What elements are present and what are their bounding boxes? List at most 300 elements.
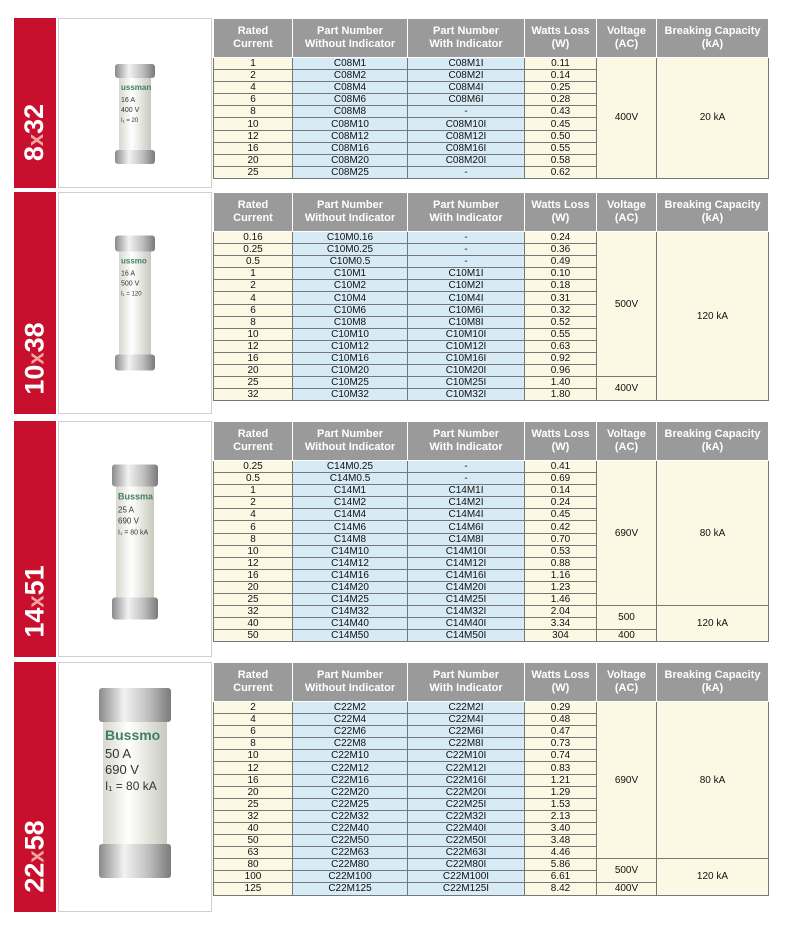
watts-loss-cell: 0.70	[525, 533, 597, 545]
header-line: With Indicator	[429, 441, 503, 453]
header-line: Watts Loss	[531, 25, 590, 37]
part-number-with-indicator-cell: C10M2I	[408, 280, 525, 292]
watts-loss-cell: 0.55	[525, 142, 597, 154]
header-line: Breaking Capacity	[664, 669, 761, 681]
part-number-with-indicator-cell: C22M125I	[408, 883, 525, 895]
voltage-cell: 400V	[597, 377, 657, 401]
part-number-with-indicator-cell: C10M25I	[408, 377, 525, 389]
part-number-with-indicator-header	[408, 19, 525, 58]
watts-loss-cell: 0.74	[525, 750, 597, 762]
header-line: Without Indicator	[304, 682, 396, 694]
voltage-header	[597, 422, 657, 461]
header-line: Rated	[237, 25, 269, 37]
watts-loss-cell: 0.41	[525, 461, 597, 473]
header-line: Without Indicator	[304, 212, 396, 224]
part-number-without-indicator-cell: C10M4	[293, 292, 408, 304]
part-number-with-indicator-cell: -	[408, 244, 525, 256]
watts-loss-cell: 0.29	[525, 702, 597, 714]
part-number-without-indicator-cell: C14M0.25	[293, 461, 408, 473]
rated-current-cell: 20	[214, 581, 293, 593]
watts-loss-cell: 1.46	[525, 594, 597, 606]
breaking-capacity-cell: 80 kA	[657, 702, 769, 859]
part-number-with-indicator-cell: C22M2I	[408, 702, 525, 714]
rated-current-cell: 0.16	[214, 232, 293, 244]
part-number-with-indicator-cell: C22M32I	[408, 810, 525, 822]
part-number-with-indicator-cell: C08M4I	[408, 82, 525, 94]
rated-current-cell: 12	[214, 557, 293, 569]
rated-current-cell: 2	[214, 70, 293, 82]
rated-current-cell: 6	[214, 94, 293, 106]
table-header-row	[214, 19, 769, 58]
part-number-without-indicator-cell: C10M0.5	[293, 256, 408, 268]
header-line: Breaking Capacity	[664, 199, 761, 211]
part-number-with-indicator-cell: C08M12I	[408, 130, 525, 142]
breaking-capacity-header	[657, 19, 769, 58]
table-row	[214, 461, 769, 473]
rated-current-cell: 16	[214, 774, 293, 786]
rated-current-cell: 6	[214, 304, 293, 316]
table-header-row	[214, 663, 769, 702]
watts-loss-cell: 3.40	[525, 822, 597, 834]
watts-loss-cell: 6.61	[525, 871, 597, 883]
header-line: (W)	[551, 682, 570, 694]
watts-loss-cell: 0.24	[525, 232, 597, 244]
fuse-brand-text: Bussmo	[105, 727, 161, 743]
part-number-without-indicator-cell: C22M8	[293, 738, 408, 750]
part-number-without-indicator-header	[293, 663, 408, 702]
rated-current-cell: 100	[214, 871, 293, 883]
part-number-with-indicator-cell: C08M1I	[408, 58, 525, 70]
header-line: (AC)	[614, 441, 639, 453]
watts-loss-cell: 0.49	[525, 256, 597, 268]
header-line: Watts Loss	[531, 428, 590, 440]
rated-current-cell: 25	[214, 377, 293, 389]
voltage-cell: 500V	[597, 859, 657, 883]
header-line: Part Number	[432, 428, 500, 440]
fuse-photo	[58, 421, 212, 657]
rated-current-cell: 0.5	[214, 473, 293, 485]
fuse-spec-table	[213, 421, 769, 642]
header-line: With Indicator	[429, 212, 503, 224]
table-header-row	[214, 422, 769, 461]
size-separator: x	[23, 133, 49, 147]
part-number-with-indicator-cell: C22M4I	[408, 714, 525, 726]
part-number-without-indicator-cell: C08M2	[293, 70, 408, 82]
fuse-cartridge-image	[59, 19, 211, 187]
fuse-photo	[58, 18, 212, 188]
voltage-cell: 690V	[597, 702, 657, 859]
part-number-with-indicator-cell: C10M8I	[408, 316, 525, 328]
part-number-without-indicator-cell: C14M20	[293, 581, 408, 593]
watts-loss-cell: 0.45	[525, 509, 597, 521]
fuse-brand-text: Bussma	[118, 491, 154, 502]
header-line: (W)	[551, 212, 570, 224]
part-number-with-indicator-cell: C14M6I	[408, 521, 525, 533]
watts-loss-cell: 0.14	[525, 485, 597, 497]
header-line: (kA)	[701, 441, 724, 453]
fuse-bottom-cap	[115, 150, 155, 164]
part-number-with-indicator-cell: C14M40I	[408, 618, 525, 630]
watts-loss-cell: 2.04	[525, 606, 597, 618]
rated-current-cell: 10	[214, 545, 293, 557]
watts-loss-cell: 0.47	[525, 726, 597, 738]
fuse-capacity-text: I₁ = 120	[121, 291, 142, 298]
header-line: With Indicator	[429, 38, 503, 50]
watts-loss-cell: 5.86	[525, 859, 597, 871]
part-number-with-indicator-header	[408, 422, 525, 461]
part-number-without-indicator-cell: C22M63	[293, 847, 408, 859]
size-label	[20, 820, 51, 892]
part-number-without-indicator-cell: C08M16	[293, 142, 408, 154]
part-number-without-indicator-cell: C22M2	[293, 702, 408, 714]
header-line: (AC)	[614, 212, 639, 224]
part-number-with-indicator-cell: C22M20I	[408, 786, 525, 798]
part-number-with-indicator-cell: C22M12I	[408, 762, 525, 774]
watts-loss-header	[525, 19, 597, 58]
part-number-without-indicator-header	[293, 193, 408, 232]
part-number-without-indicator-cell: C10M0.25	[293, 244, 408, 256]
breaking-capacity-cell: 120 kA	[657, 232, 769, 401]
breaking-capacity-header	[657, 193, 769, 232]
header-line: Voltage	[607, 199, 646, 211]
watts-loss-header	[525, 193, 597, 232]
rated-current-cell: 16	[214, 352, 293, 364]
fuse-cartridge-image	[59, 422, 211, 656]
rated-current-header	[214, 193, 293, 232]
watts-loss-cell: 1.40	[525, 377, 597, 389]
part-number-without-indicator-cell: C22M6	[293, 726, 408, 738]
part-number-without-indicator-cell: C10M2	[293, 280, 408, 292]
fuse-photo	[58, 662, 212, 912]
watts-loss-cell: 0.50	[525, 130, 597, 142]
voltage-header	[597, 193, 657, 232]
rated-current-cell: 20	[214, 786, 293, 798]
part-number-with-indicator-cell: C14M1I	[408, 485, 525, 497]
rated-current-cell: 32	[214, 606, 293, 618]
part-number-with-indicator-cell: C22M8I	[408, 738, 525, 750]
part-number-without-indicator-cell: C14M4	[293, 509, 408, 521]
part-number-without-indicator-cell: C10M8	[293, 316, 408, 328]
fuse-top-cap	[115, 236, 155, 252]
part-number-with-indicator-cell: C08M2I	[408, 70, 525, 82]
part-number-with-indicator-cell: C10M1I	[408, 268, 525, 280]
fuse-spec-table	[213, 662, 769, 896]
part-number-without-indicator-cell: C14M2	[293, 497, 408, 509]
rated-current-cell: 2	[214, 280, 293, 292]
part-number-without-indicator-cell: C14M25	[293, 594, 408, 606]
rated-current-cell: 20	[214, 154, 293, 166]
part-number-without-indicator-cell: C14M32	[293, 606, 408, 618]
table-row	[214, 58, 769, 70]
size-label-bar	[14, 18, 56, 188]
watts-loss-cell: 3.48	[525, 835, 597, 847]
part-number-without-indicator-cell: C14M12	[293, 557, 408, 569]
header-line: Voltage	[607, 25, 646, 37]
rated-current-cell: 80	[214, 859, 293, 871]
fuse-rating-text: 16 A	[121, 270, 136, 278]
rated-current-cell: 8	[214, 316, 293, 328]
part-number-with-indicator-cell: C10M20I	[408, 365, 525, 377]
part-number-with-indicator-cell: C22M6I	[408, 726, 525, 738]
rated-current-cell: 20	[214, 365, 293, 377]
fuse-bottom-cap	[115, 355, 155, 371]
part-number-without-indicator-cell: C10M16	[293, 352, 408, 364]
size-label	[20, 565, 51, 637]
watts-loss-cell: 0.11	[525, 58, 597, 70]
part-number-with-indicator-cell: C22M80I	[408, 859, 525, 871]
part-number-without-indicator-cell: C14M0.5	[293, 473, 408, 485]
part-number-without-indicator-cell: C14M40	[293, 618, 408, 630]
part-number-with-indicator-header	[408, 193, 525, 232]
watts-loss-cell: 0.18	[525, 280, 597, 292]
rated-current-cell: 50	[214, 630, 293, 642]
watts-loss-cell: 1.80	[525, 389, 597, 401]
fuse-voltage-text: 500 V	[121, 280, 140, 288]
voltage-header	[597, 663, 657, 702]
rated-current-cell: 8	[214, 738, 293, 750]
size-length: 32	[19, 103, 50, 134]
header-line: (kA)	[701, 38, 724, 50]
part-number-with-indicator-cell: C22M40I	[408, 822, 525, 834]
rated-current-cell: 25	[214, 594, 293, 606]
breaking-capacity-cell: 120 kA	[657, 606, 769, 642]
watts-loss-cell: 0.92	[525, 352, 597, 364]
watts-loss-header	[525, 663, 597, 702]
watts-loss-cell: 0.10	[525, 268, 597, 280]
part-number-without-indicator-header	[293, 422, 408, 461]
part-number-without-indicator-cell: C22M12	[293, 762, 408, 774]
rated-current-cell: 4	[214, 82, 293, 94]
fuse-rating-text: 16 A	[121, 97, 136, 104]
header-line: Without Indicator	[304, 441, 396, 453]
part-number-with-indicator-cell: C10M10I	[408, 328, 525, 340]
watts-loss-cell: 1.23	[525, 581, 597, 593]
header-line: With Indicator	[429, 682, 503, 694]
size-diameter: 10	[19, 364, 50, 395]
fuse-size-section	[0, 662, 785, 912]
fuse-spec-table	[213, 18, 769, 179]
part-number-with-indicator-cell: C10M16I	[408, 352, 525, 364]
part-number-with-indicator-cell: C10M4I	[408, 292, 525, 304]
rated-current-cell: 10	[214, 750, 293, 762]
part-number-without-indicator-header	[293, 19, 408, 58]
rated-current-cell: 25	[214, 166, 293, 178]
part-number-with-indicator-cell: C14M32I	[408, 606, 525, 618]
header-line: Rated	[237, 199, 269, 211]
part-number-without-indicator-cell: C22M4	[293, 714, 408, 726]
watts-loss-cell: 0.25	[525, 82, 597, 94]
fuse-photo	[58, 192, 212, 414]
fuse-top-cap	[99, 688, 171, 722]
part-number-without-indicator-cell: C10M0.16	[293, 232, 408, 244]
breaking-capacity-cell: 120 kA	[657, 859, 769, 895]
fuse-top-cap	[112, 465, 158, 487]
rated-current-cell: 40	[214, 618, 293, 630]
part-number-with-indicator-cell: C22M63I	[408, 847, 525, 859]
rated-current-cell: 6	[214, 726, 293, 738]
table-row	[214, 859, 769, 871]
rated-current-header	[214, 19, 293, 58]
part-number-with-indicator-cell: C14M50I	[408, 630, 525, 642]
header-line: (W)	[551, 441, 570, 453]
header-line: Current	[233, 441, 273, 453]
rated-current-cell: 12	[214, 130, 293, 142]
fuse-top-cap	[115, 64, 155, 78]
part-number-without-indicator-cell: C08M12	[293, 130, 408, 142]
fuse-rating-text: 25 A	[118, 505, 135, 515]
voltage-cell: 400	[597, 630, 657, 642]
table-row	[214, 702, 769, 714]
rated-current-cell: 0.5	[214, 256, 293, 268]
watts-loss-cell: 0.69	[525, 473, 597, 485]
fuse-cartridge-image	[59, 663, 211, 911]
part-number-with-indicator-cell: C10M12I	[408, 340, 525, 352]
fuse-bottom-cap	[99, 844, 171, 878]
header-line: Current	[233, 682, 273, 694]
part-number-without-indicator-cell: C10M1	[293, 268, 408, 280]
rated-current-cell: 1	[214, 58, 293, 70]
fuse-voltage-text: 690 V	[105, 762, 139, 777]
watts-loss-cell: 0.88	[525, 557, 597, 569]
part-number-with-indicator-header	[408, 663, 525, 702]
part-number-with-indicator-cell: C14M2I	[408, 497, 525, 509]
header-line: (AC)	[614, 38, 639, 50]
part-number-with-indicator-cell: -	[408, 473, 525, 485]
voltage-cell: 500	[597, 606, 657, 630]
watts-loss-cell: 0.55	[525, 328, 597, 340]
rated-current-cell: 4	[214, 714, 293, 726]
size-label	[20, 322, 51, 394]
fuse-spec-table	[213, 192, 769, 401]
header-line: Part Number	[316, 669, 384, 681]
voltage-cell: 500V	[597, 232, 657, 377]
fuse-size-section	[0, 421, 785, 657]
rated-current-cell: 125	[214, 883, 293, 895]
size-label-bar	[14, 192, 56, 414]
part-number-with-indicator-cell: C22M10I	[408, 750, 525, 762]
header-line: (kA)	[701, 682, 724, 694]
fuse-capacity-text: I₁ = 80 kA	[105, 779, 157, 793]
watts-loss-cell: 0.96	[525, 365, 597, 377]
watts-loss-cell: 0.62	[525, 166, 597, 178]
header-line: (kA)	[701, 212, 724, 224]
watts-loss-cell: 0.83	[525, 762, 597, 774]
part-number-without-indicator-cell: C22M80	[293, 859, 408, 871]
watts-loss-cell: 0.24	[525, 497, 597, 509]
watts-loss-cell: 0.45	[525, 118, 597, 130]
part-number-without-indicator-cell: C08M10	[293, 118, 408, 130]
watts-loss-cell: 304	[525, 630, 597, 642]
watts-loss-cell: 0.73	[525, 738, 597, 750]
fuse-cartridge-image	[59, 193, 211, 413]
breaking-capacity-cell: 80 kA	[657, 461, 769, 606]
watts-loss-cell: 0.42	[525, 521, 597, 533]
header-line: Part Number	[432, 199, 500, 211]
size-label-bar	[14, 662, 56, 912]
part-number-without-indicator-cell: C22M20	[293, 786, 408, 798]
watts-loss-cell: 0.31	[525, 292, 597, 304]
part-number-with-indicator-cell: C14M20I	[408, 581, 525, 593]
fuse-brand-text: ussmo	[121, 256, 147, 266]
part-number-without-indicator-cell: C10M20	[293, 365, 408, 377]
part-number-without-indicator-cell: C14M50	[293, 630, 408, 642]
part-number-without-indicator-cell: C10M32	[293, 389, 408, 401]
part-number-without-indicator-cell: C08M20	[293, 154, 408, 166]
watts-loss-cell: 4.46	[525, 847, 597, 859]
header-line: Rated	[237, 428, 269, 440]
part-number-with-indicator-cell: C08M16I	[408, 142, 525, 154]
watts-loss-cell: 0.63	[525, 340, 597, 352]
rated-current-cell: 8	[214, 533, 293, 545]
part-number-without-indicator-cell: C10M25	[293, 377, 408, 389]
header-line: Part Number	[316, 428, 384, 440]
watts-loss-cell: 1.21	[525, 774, 597, 786]
rated-current-cell: 10	[214, 118, 293, 130]
part-number-with-indicator-cell: C22M16I	[408, 774, 525, 786]
header-line: Rated	[237, 669, 269, 681]
size-separator: x	[23, 850, 49, 863]
watts-loss-cell: 3.34	[525, 618, 597, 630]
header-line: Breaking Capacity	[664, 428, 761, 440]
rated-current-cell: 16	[214, 142, 293, 154]
fuse-capacity-text: I₁ = 20	[121, 118, 139, 124]
part-number-without-indicator-cell: C08M1	[293, 58, 408, 70]
size-label-bar	[14, 421, 56, 657]
breaking-capacity-cell: 20 kA	[657, 58, 769, 179]
part-number-without-indicator-cell: C22M40	[293, 822, 408, 834]
part-number-with-indicator-cell: C14M8I	[408, 533, 525, 545]
watts-loss-cell: 0.52	[525, 316, 597, 328]
part-number-without-indicator-cell: C14M1	[293, 485, 408, 497]
header-line: Breaking Capacity	[664, 25, 761, 37]
watts-loss-cell: 0.14	[525, 70, 597, 82]
part-number-with-indicator-cell: C08M20I	[408, 154, 525, 166]
header-line: Part Number	[316, 199, 384, 211]
part-number-with-indicator-cell: C08M6I	[408, 94, 525, 106]
header-line: (W)	[551, 38, 570, 50]
voltage-header	[597, 19, 657, 58]
part-number-without-indicator-cell: C14M8	[293, 533, 408, 545]
watts-loss-cell: 0.58	[525, 154, 597, 166]
part-number-with-indicator-cell: -	[408, 461, 525, 473]
fuse-size-section	[0, 18, 785, 188]
size-separator: x	[23, 595, 49, 608]
watts-loss-cell: 1.53	[525, 798, 597, 810]
rated-current-cell: 12	[214, 340, 293, 352]
fuse-voltage-text: 400 V	[121, 107, 140, 114]
part-number-without-indicator-cell: C22M16	[293, 774, 408, 786]
watts-loss-cell: 8.42	[525, 883, 597, 895]
header-line: Watts Loss	[531, 199, 590, 211]
part-number-with-indicator-cell: C14M16I	[408, 569, 525, 581]
table-header-row	[214, 193, 769, 232]
part-number-with-indicator-cell: C08M10I	[408, 118, 525, 130]
part-number-without-indicator-cell: C22M25	[293, 798, 408, 810]
rated-current-cell: 2	[214, 702, 293, 714]
rated-current-cell: 4	[214, 509, 293, 521]
rated-current-cell: 4	[214, 292, 293, 304]
rated-current-cell: 32	[214, 810, 293, 822]
rated-current-cell: 16	[214, 569, 293, 581]
part-number-with-indicator-cell: -	[408, 256, 525, 268]
header-line: Part Number	[432, 25, 500, 37]
part-number-without-indicator-cell: C22M10	[293, 750, 408, 762]
header-line: (AC)	[614, 682, 639, 694]
part-number-without-indicator-cell: C08M4	[293, 82, 408, 94]
part-number-without-indicator-cell: C10M6	[293, 304, 408, 316]
part-number-with-indicator-cell: C10M6I	[408, 304, 525, 316]
watts-loss-cell: 0.43	[525, 106, 597, 118]
